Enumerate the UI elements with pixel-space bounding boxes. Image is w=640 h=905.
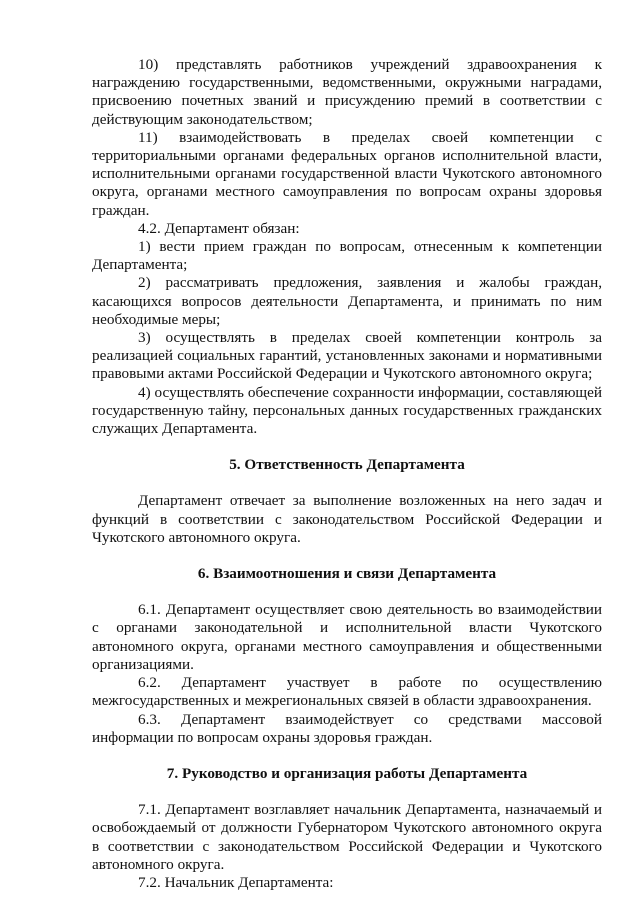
paragraph-7-1: 7.1. Департамент возглавляет начальник Департамента, назначаемый и освобождаемый от должности Губернатором Чукотского автономного округа в соответствии с законодательством Российской Федерации и Чукотского автономного округа. [92, 801, 602, 873]
paragraph-7-2: 7.2. Начальник Департамента: [138, 873, 334, 891]
paragraph-4-1-10: 10) представлять работников учреждений здравоохранения к награждению государственными, ведомственными, окружными наградами, присвоению почетных званий и присуждению премий в соответствии с действующим законодательством; [92, 56, 602, 128]
section-7-heading: 7. Руководство и организация работы Департамента [166, 764, 528, 782]
spacer [92, 747, 602, 765]
paragraph-4-2-title: 4.2. Департамент обязан: [138, 219, 300, 237]
spacer [92, 474, 602, 492]
section-5-heading: 5. Ответственность Департамента [229, 456, 465, 474]
obligation-3: 3) осуществлять в пределах своей компетенции контроль за реализацией социальных гарантий, установленных законами и нормативными правовыми актами Российской Федерации и Чукотского автономного округа; [92, 329, 602, 383]
paragraph-6-1: 6.1. Департамент осуществляет свою деятельность во взаимодействии с органами законодательной и исполнительной власти Чукотского автономного округа, органами местного самоуправления и общественными организациями. [92, 601, 602, 673]
paragraph-6-2: 6.2. Департамент участвует в работе по осуществлению межгосударственных и межрегиональных связей в области здравоохранения. [92, 674, 602, 710]
paragraph-5: Департамент отвечает за выполнение возложенных на него задач и функций в соответствии с законодательством Российской Федерации и Чукотского автономного округа. [92, 492, 602, 546]
obligation-4: 4) осуществлять обеспечение сохранности информации, составляющей государственную тайну, персональных данных государственных гражданских служащих Департамента. [92, 383, 602, 438]
paragraph-6-3: 6.3. Департамент взаимодействует со средствами массовой информации по вопросам охраны здоровья граждан. [92, 710, 602, 746]
spacer [92, 783, 602, 801]
obligation-1: 1) вести прием граждан по вопросам, отнесенным к компетенции Департамента; [92, 238, 602, 274]
section-6-heading: 6. Взаимоотношения и связи Департамента [197, 565, 497, 583]
obligation-2: 2) рассматривать предложения, заявления и жалобы граждан, касающихся вопросов деятельности Департамента, и принимать по ним необходимые меры; [92, 274, 602, 328]
paragraph-4-1-11: 11) взаимодействовать в пределах своей компетенции с территориальными органами федеральных органов исполнительной власти, исполнительными органами государственной власти Чукотского автономного округа, органами местного самоуправления по вопросам охраны здоровья граждан. [92, 128, 602, 219]
spacer [92, 438, 602, 456]
spacer [92, 547, 602, 565]
spacer [92, 583, 602, 601]
document-page [92, 56, 602, 892]
